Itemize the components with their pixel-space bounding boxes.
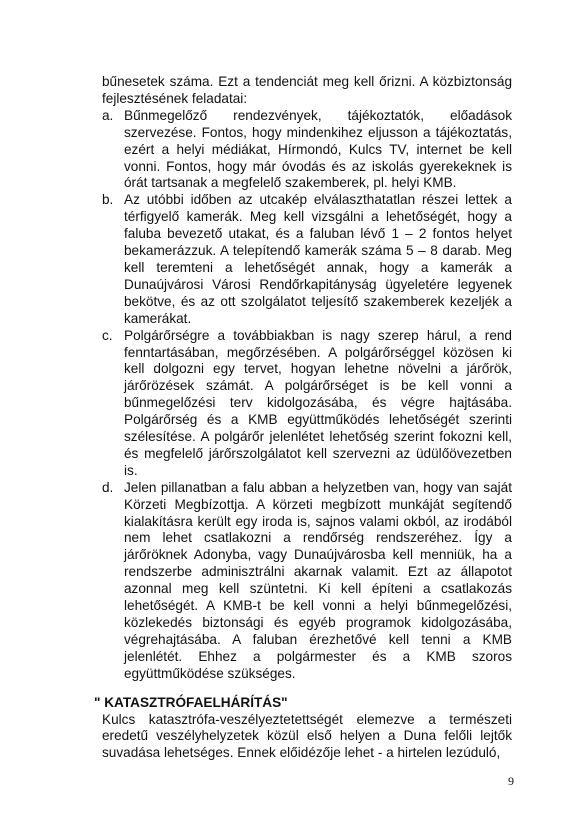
page-number: 9 [508,774,514,788]
section-paragraph: Kulcs katasztrófa-veszélyeztetettségét elemezve a természeti eredetű veszélyhelyzetek közül első helyen a Duna felőli lejtők suvadása lehetséges. Ennek előidézője lehet - a hirtelen lezúduló, [102,711,512,761]
intro-paragraph: bűnesetek száma. Ezt a tendenciát meg kell őrizni. A közbiztonság fejlesztésének feladatai: [102,74,512,106]
list-item [102,328,512,480]
list-marker: a. [102,107,114,123]
list-item [102,108,512,193]
section-heading: " KATASZTRÓFAELHÁRÍTÁS" [94,694,288,710]
list-marker: c. [102,327,113,343]
page-content [94,74,512,762]
list-item-text: Az utóbbi időben az utcakép elválaszthatatlan részei lettek a térfigyelő kamerák. Meg kell vizsgálni a lehetőségét, hogy a faluba bevezető utakat, és a faluban lévő 1 – 2 fontos helyet bekamerázzuk. A telepítendő kamerák száma 5 – 8 darab. Meg kell teremteni a lehetőségét annak, hogy a kamerák a Dunaújvárosi Városi Rendőrkapitányság ügyeletére legyenek bekötve, és az ott szolgálatot teljesítő szakemberek kezeljék a kamerákat. [124,192,512,326]
list-item [102,192,512,327]
list-marker: d. [102,479,114,495]
list-item-text: Polgárőrségre a továbbiakban is nagy szerep hárul, a rend fenntartásában, megőrzésében. A polgárőrséggel közösen ki kell dolgozni egy tervet, hogyan lehetne növelni a járőrök, járőrözések számát. A polgárőrséget is be kell vonni a bűnmegelőzési terv kidolgozásába, és végre hajtásába. Polgárőrség és a KMB együttműködés lehetőségét szerinti szélesítése. A polgárőr jelenlétet lehetőség szerint fokozni kell, és megfelelő járőrszolgálatot kell szervezni az üdülőövezetben is. [124,327,512,478]
list-item-text: Jelen pillanatban a falu abban a helyzetben van, hogy van saját Körzeti Megbízottja. A körzeti megbízott munkáját segítendő kialakításra került egy iroda is, sajnos valami okból, az irodából nem lehet csatlakozni a rendőrség rendszeréhez. Így a járőröknek Adonyba, vagy Dunaújvárosba kell menniük, ha a rendszerbe adminisztrálni akarnak valamit. Ezt az állapotot azonnal meg kell szüntetni. Ki kell építeni a csatlakozás lehetőségét. A KMB-t be kell vonni a helyi bűnmegelőzési, közlekedés biztonsági és egyéb programok kidolgozásába, végrehajtásába. A faluban érezhetővé kell tenni a KMB jelenlétét. Ehhez a polgármester és a KMB szoros együttműködése szükséges. [124,479,512,681]
list-marker: b. [102,192,114,208]
task-list [102,108,512,683]
list-item-text: Bűnmegelőző rendezvények, tájékoztatók, előadások szervezése. Fontos, hogy mindenkihez eljusson a tájékoztatás, ezért a helyi médiákat, Hírmondó, Kulcs TV, internet be kell vonni. Fontos, hogy már óvodás és az iskolás gyerekeknek is órát tartsanak a megfelelő szakemberek, pl. helyi KMB. [124,107,512,191]
list-item [102,480,512,683]
